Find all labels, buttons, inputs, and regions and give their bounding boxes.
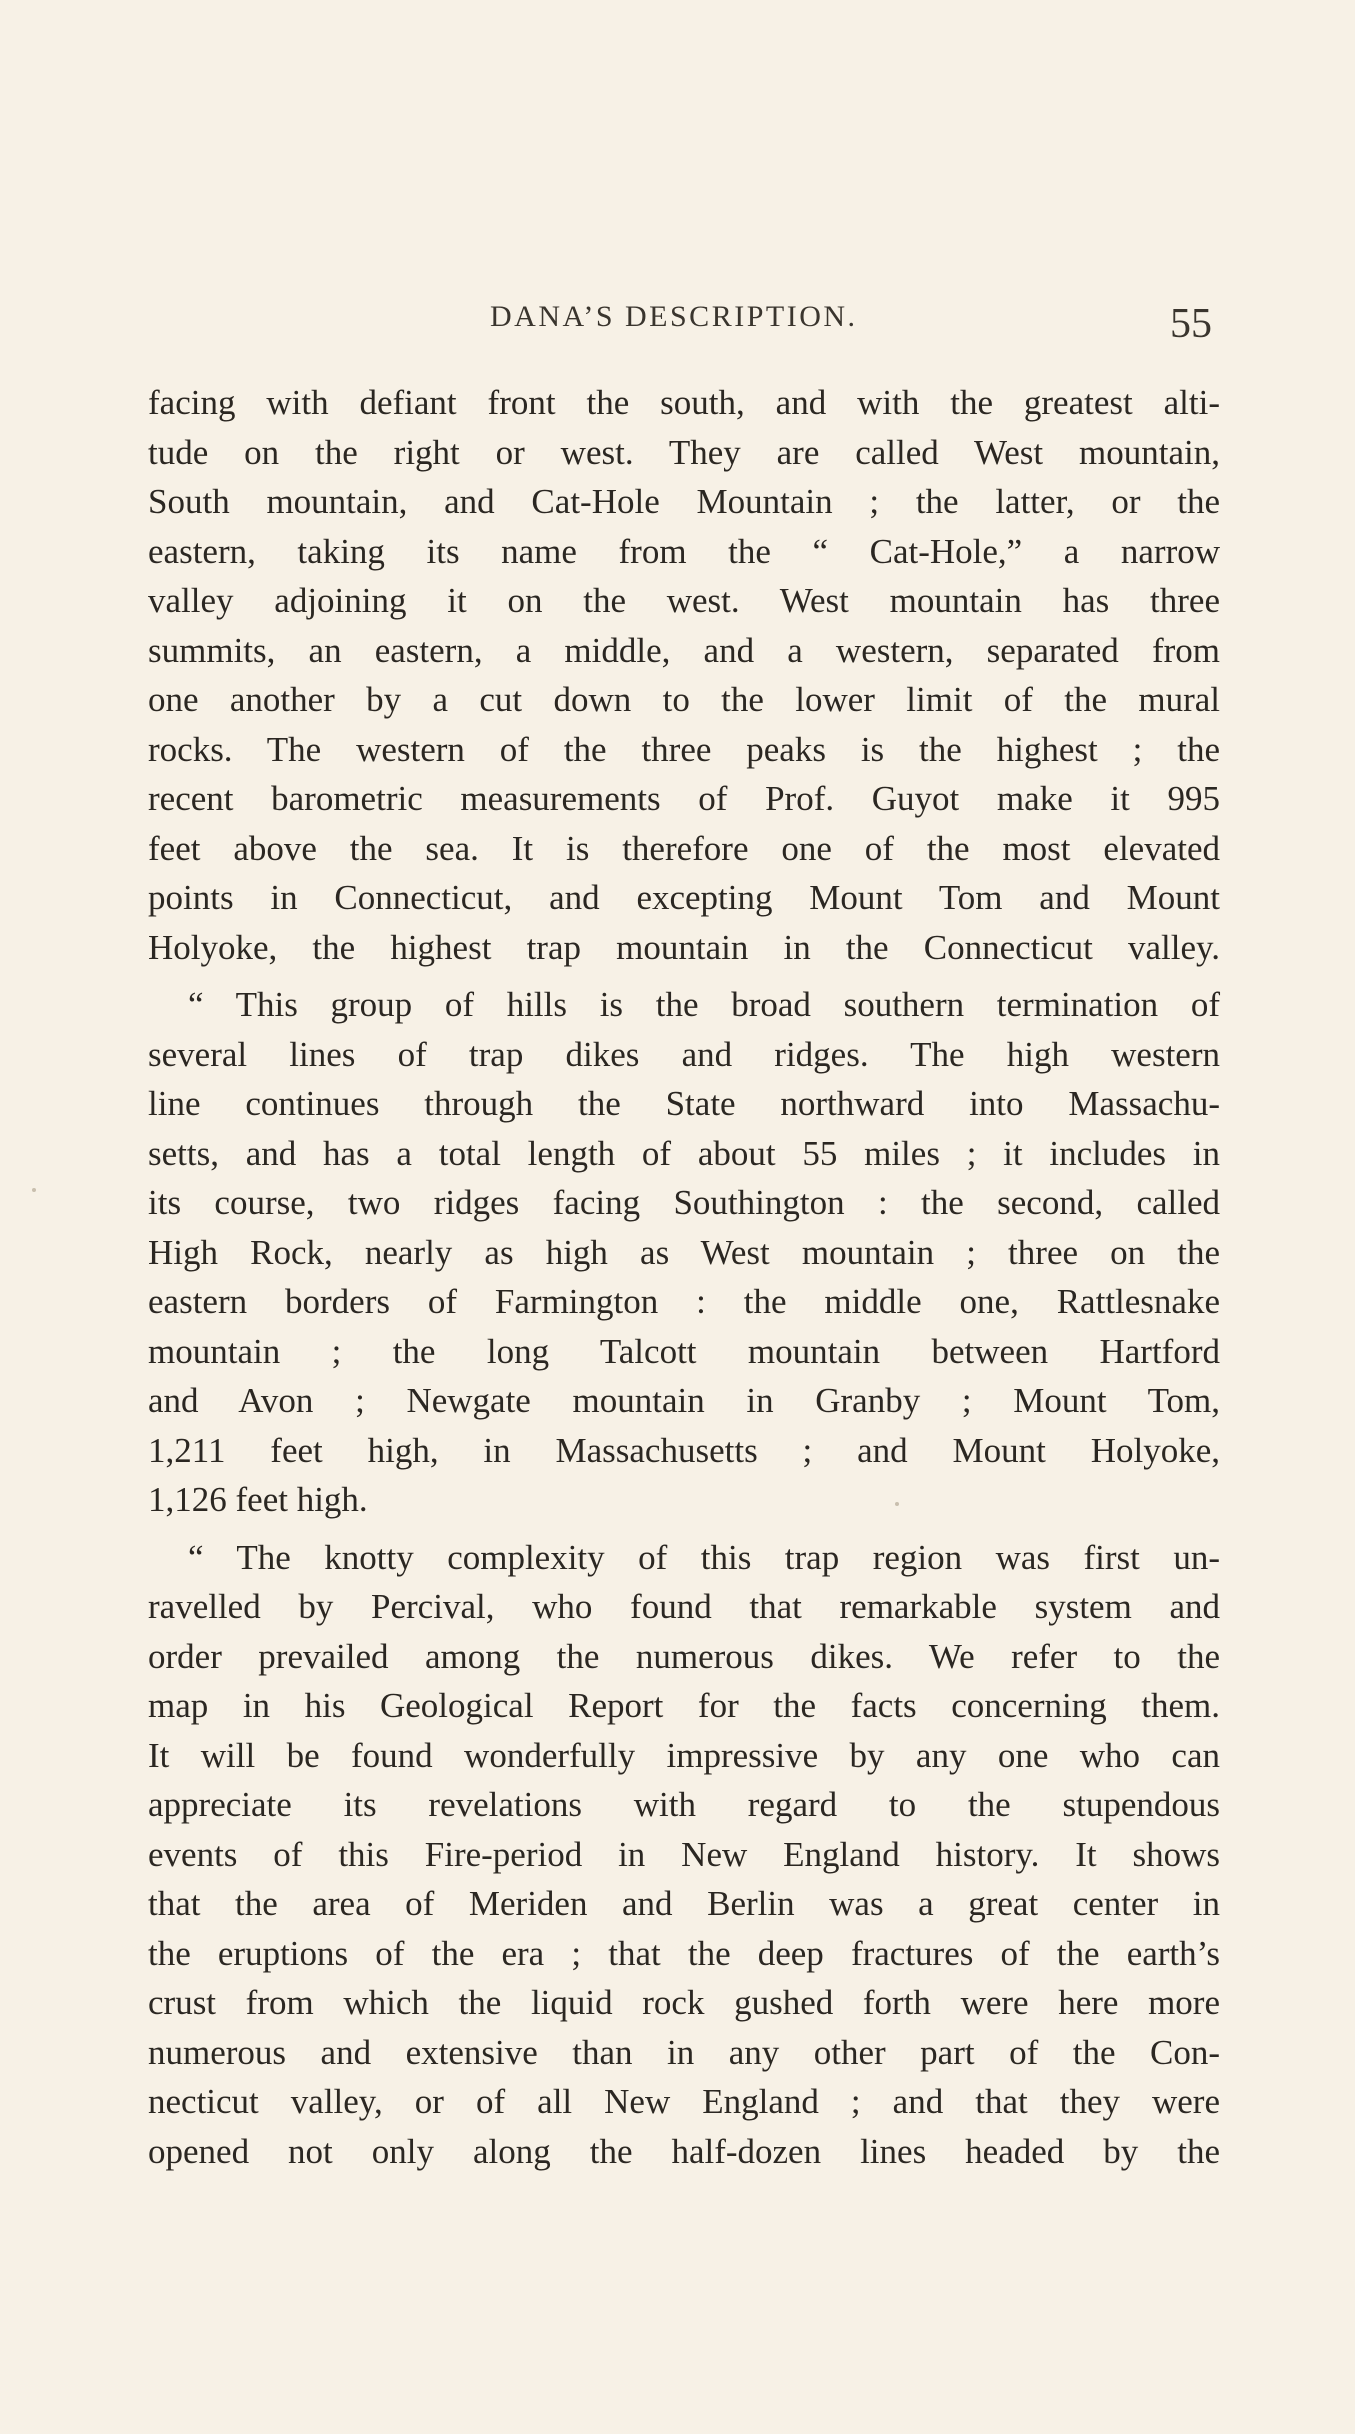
running-head: DANA’S DESCRIPTION. — [490, 300, 858, 333]
text-line: order prevailed among the numerous dikes. We refer to the — [148, 1636, 1220, 1676]
text-line: eastern, taking its name from the “ Cat-Hole,” a narrow — [148, 531, 1220, 571]
paragraph-1 — [148, 378, 1220, 972]
text-line: its course, two ridges facing Southington : the second, called — [148, 1183, 1220, 1222]
text-line: one another by a cut down to the lower limit of the mural — [148, 680, 1220, 719]
text-line: crust from which the liquid rock gushed forth were here more — [148, 1983, 1220, 2022]
text-line: the eruptions of the era ; that the deep fractures of the earth’s — [148, 1933, 1220, 1973]
text-line: ravelled by Percival, who found that remarkable system and — [148, 1587, 1220, 1626]
text-line: necticut valley, or of all New England ; and that they were — [148, 2082, 1220, 2121]
text-line: 1,126 feet high. — [148, 1480, 368, 1519]
text-line: and Avon ; Newgate mountain in Granby ; Mount Tom, — [148, 1381, 1220, 1420]
text-line: points in Connecticut, and excepting Mount Tom and Mount — [148, 878, 1220, 917]
text-line: High Rock, nearly as high as West mountain ; three on the — [148, 1232, 1220, 1272]
text-line: 1,211 feet high, in Massachusetts ; and Mount Holyoke, — [148, 1430, 1220, 1470]
paragraph-2 — [148, 980, 1220, 1525]
text-line: events of this Fire-period in New England history. It shows — [148, 1834, 1220, 1874]
paper-speck — [32, 1188, 36, 1192]
text-line: map in his Geological Report for the facts concerning them. — [148, 1686, 1220, 1725]
text-line: summits, an eastern, a middle, and a western, separated from — [148, 630, 1220, 670]
text-line: that the area of Meriden and Berlin was a great center in — [148, 1884, 1220, 1923]
text-line: valley adjoining it on the west. West mountain has three — [148, 581, 1220, 620]
text-line: numerous and extensive than in any other part of the Con- — [148, 2032, 1220, 2072]
text-line: several lines of trap dikes and ridges. The high western — [148, 1034, 1220, 1074]
text-line: appreciate its revelations with regard to the stupendous — [148, 1785, 1220, 1824]
page-number: 55 — [1170, 301, 1212, 347]
text-line: tude on the right or west. They are called West mountain, — [148, 432, 1220, 472]
text-line: “ The knotty complexity of this trap region was first un- — [188, 1537, 1220, 1577]
text-line: eastern borders of Farmington : the middle one, Rattlesnake — [148, 1282, 1220, 1321]
text-line: recent barometric measurements of Prof. Guyot make it 995 — [148, 779, 1220, 818]
text-line: mountain ; the long Talcott mountain between Hartford — [148, 1331, 1220, 1371]
text-line: It will be found wonderfully impressive by any one who can — [148, 1735, 1220, 1775]
body-text — [148, 378, 1220, 2176]
text-line: rocks. The western of the three peaks is the highest ; the — [148, 729, 1220, 769]
text-line: line continues through the State northward into Massachu- — [148, 1084, 1220, 1123]
text-line: facing with defiant front the south, and with the greatest alti- — [148, 383, 1220, 422]
text-line: opened not only along the half-dozen lines headed by the — [148, 2131, 1220, 2171]
text-line: Holyoke, the highest trap mountain in the Connecticut valley. — [148, 927, 1220, 967]
text-line: feet above the sea. It is therefore one of the most elevated — [148, 828, 1220, 868]
text-line: South mountain, and Cat-Hole Mountain ; the latter, or the — [148, 482, 1220, 521]
paragraph-3 — [148, 1533, 1220, 2177]
text-line: setts, and has a total length of about 55 miles ; it includes in — [148, 1133, 1220, 1173]
text-line: “ This group of hills is the broad southern termination of — [188, 985, 1220, 1024]
paper-speck — [895, 1502, 899, 1506]
